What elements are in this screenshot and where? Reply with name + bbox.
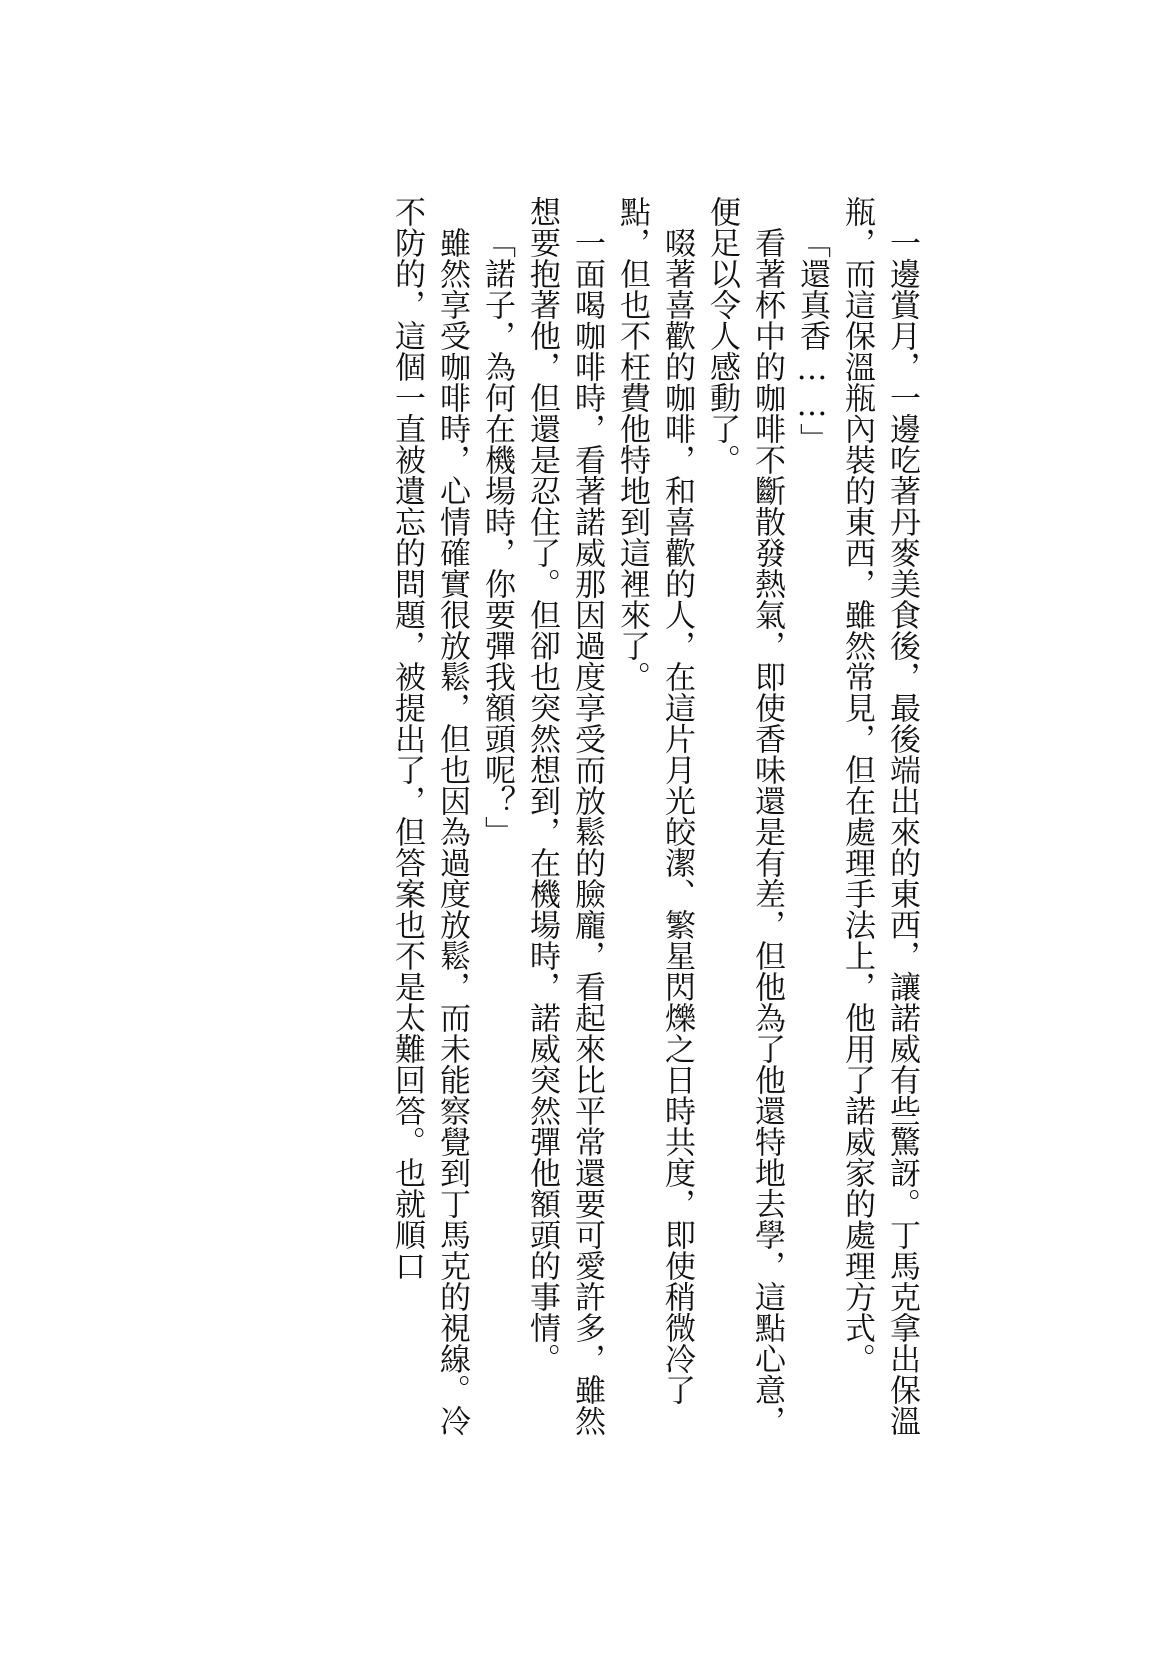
paragraph-5: 一面喝咖啡時，看著諾威那因過度享受而放鬆的臉龐，看起來比平常還要可愛許多，雖然想要抱著他，但還是忍住了。但卻也突然想到，在機場時，諾威突然彈他額頭的事情。 [524, 196, 605, 1436]
paragraph-1: 一邊賞月，一邊吃著丹麥美食後，最後端出來的東西，讓諾威有些驚訝。丁馬克拿出保溫瓶，而這保溫瓶內裝的東西，雖然常見，但在處理手法上，他用了諾威家的處理方式。 [839, 196, 920, 1436]
vertical-text-body [224, 196, 924, 1436]
paragraph-7: 雖然享受咖啡時，心情確實很放鬆，但也因為過度放鬆，而未能察覺到丁馬克的視線。冷不防的，這個一直被遺忘的問題，被提出了，但答案也不是太難回答。也就順口 [389, 196, 470, 1436]
paragraph-4: 啜著喜歡的咖啡，和喜歡的人，在這片月光皎潔、繁星閃爍之日時共度，即使稍微冷了點，但也不枉費他特地到這裡來了。 [614, 196, 695, 1405]
paragraph-6-dialogue: 「諾子，為何在機場時，你要彈我額頭呢？」 [479, 227, 515, 847]
paragraph-2-dialogue: 「還真香……」 [794, 227, 830, 454]
paragraph-3: 看著杯中的咖啡不斷散發熱氣，即使香味還是有差，但他為了他還特地去學，這點心意，便足以令人感動了。 [704, 196, 785, 1436]
